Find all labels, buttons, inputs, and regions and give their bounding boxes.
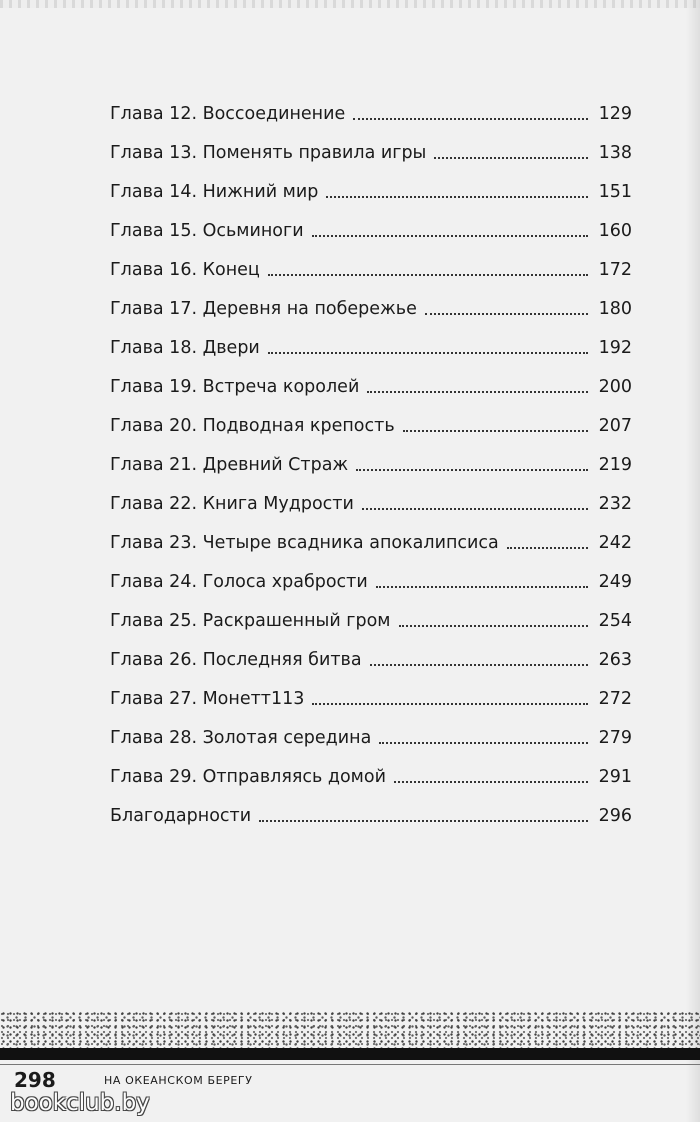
halftone-decoration [0,1010,700,1050]
toc-entry-page: 242 [598,533,632,553]
toc-entry [110,749,632,788]
toc-entry-title: Глава 17. Деревня на побережье [110,299,417,319]
toc-entry-title: Благодарности [110,806,252,826]
toc-entry [110,320,632,359]
toc-entry-page: 207 [598,416,632,436]
toc-entry-title: Глава 18. Двери [110,338,260,358]
footer-thin-rule [0,1064,700,1065]
toc-dot-leader [353,118,588,120]
toc-entry-title: Глава 27. Монетт113 [110,689,305,709]
toc-dot-leader [326,196,588,198]
toc-entry [110,281,632,320]
toc-entry-title: Глава 25. Раскрашенный гром [110,611,391,631]
toc-dot-leader [403,430,588,432]
toc-entry-title: Глава 22. Книга Мудрости [110,494,354,514]
page-top-edge [0,0,700,8]
toc-entry [110,788,632,827]
toc-entry [110,476,632,515]
toc-entry-page: 192 [598,338,632,358]
toc-entry-title: Глава 16. Конец [110,260,260,280]
toc-entry-page: 291 [598,767,632,787]
toc-dot-leader [425,313,588,315]
toc-entry-page: 172 [598,260,632,280]
toc-entry-title: Глава 26. Последняя битва [110,650,362,670]
toc-entry-page: 249 [598,572,632,592]
toc-dot-leader [362,508,588,510]
toc-dot-leader [356,469,588,471]
page-right-shadow [686,0,700,1122]
toc-entry-page: 180 [598,299,632,319]
toc-entry [110,125,632,164]
toc-entry-page: 263 [598,650,632,670]
toc-entry-page: 279 [598,728,632,748]
toc-dot-leader [370,664,588,666]
toc-dot-leader [259,820,588,822]
toc-entry-title: Глава 29. Отправляясь домой [110,767,386,787]
toc-entry-page: 151 [598,182,632,202]
toc-dot-leader [268,352,588,354]
toc-entry-page: 129 [598,104,632,124]
toc-dot-leader [434,157,588,159]
toc-entry-page: 272 [598,689,632,709]
toc-dot-leader [312,703,588,705]
toc-entry [110,710,632,749]
toc-entry [110,242,632,281]
toc-entry-page: 200 [598,377,632,397]
toc-entry [110,437,632,476]
toc-dot-leader [312,235,588,237]
toc-entry-title: Глава 24. Голоса храбрости [110,572,368,592]
toc-entry-page: 219 [598,455,632,475]
footer-rule [0,1048,700,1060]
toc-dot-leader [399,625,588,627]
table-of-contents [110,86,632,827]
toc-entry-page: 160 [598,221,632,241]
toc-entry [110,671,632,710]
toc-entry [110,593,632,632]
toc-entry [110,632,632,671]
toc-dot-leader [367,391,588,393]
toc-entry [110,359,632,398]
toc-entry [110,86,632,125]
toc-entry [110,554,632,593]
toc-dot-leader [376,586,588,588]
running-head: НА ОКЕАНСКОМ БЕРЕГУ [104,1074,253,1087]
toc-entry-title: Глава 23. Четыре всадника апокалипсиса [110,533,499,553]
toc-entry-title: Глава 21. Древний Страж [110,455,349,475]
toc-entry-title: Глава 13. Поменять правила игры [110,143,427,163]
page-number: 298 [14,1068,56,1092]
toc-dot-leader [394,781,588,783]
toc-entry [110,515,632,554]
toc-dot-leader [507,547,588,549]
toc-entry-title: Глава 20. Подводная крепость [110,416,395,436]
toc-entry-page: 254 [598,611,632,631]
toc-dot-leader [268,274,588,276]
toc-entry-page: 296 [598,806,632,826]
toc-entry-title: Глава 14. Нижний мир [110,182,319,202]
toc-entry [110,398,632,437]
watermark-logo: bookclub.by [10,1090,150,1116]
toc-entry-page: 138 [598,143,632,163]
toc-dot-leader [379,742,588,744]
toc-entry [110,203,632,242]
toc-entry-title: Глава 12. Воссоединение [110,104,346,124]
toc-entry-title: Глава 19. Встреча королей [110,377,360,397]
toc-entry-page: 232 [598,494,632,514]
toc-entry-title: Глава 15. Осьминоги [110,221,304,241]
toc-entry-title: Глава 28. Золотая середина [110,728,372,748]
toc-entry [110,164,632,203]
